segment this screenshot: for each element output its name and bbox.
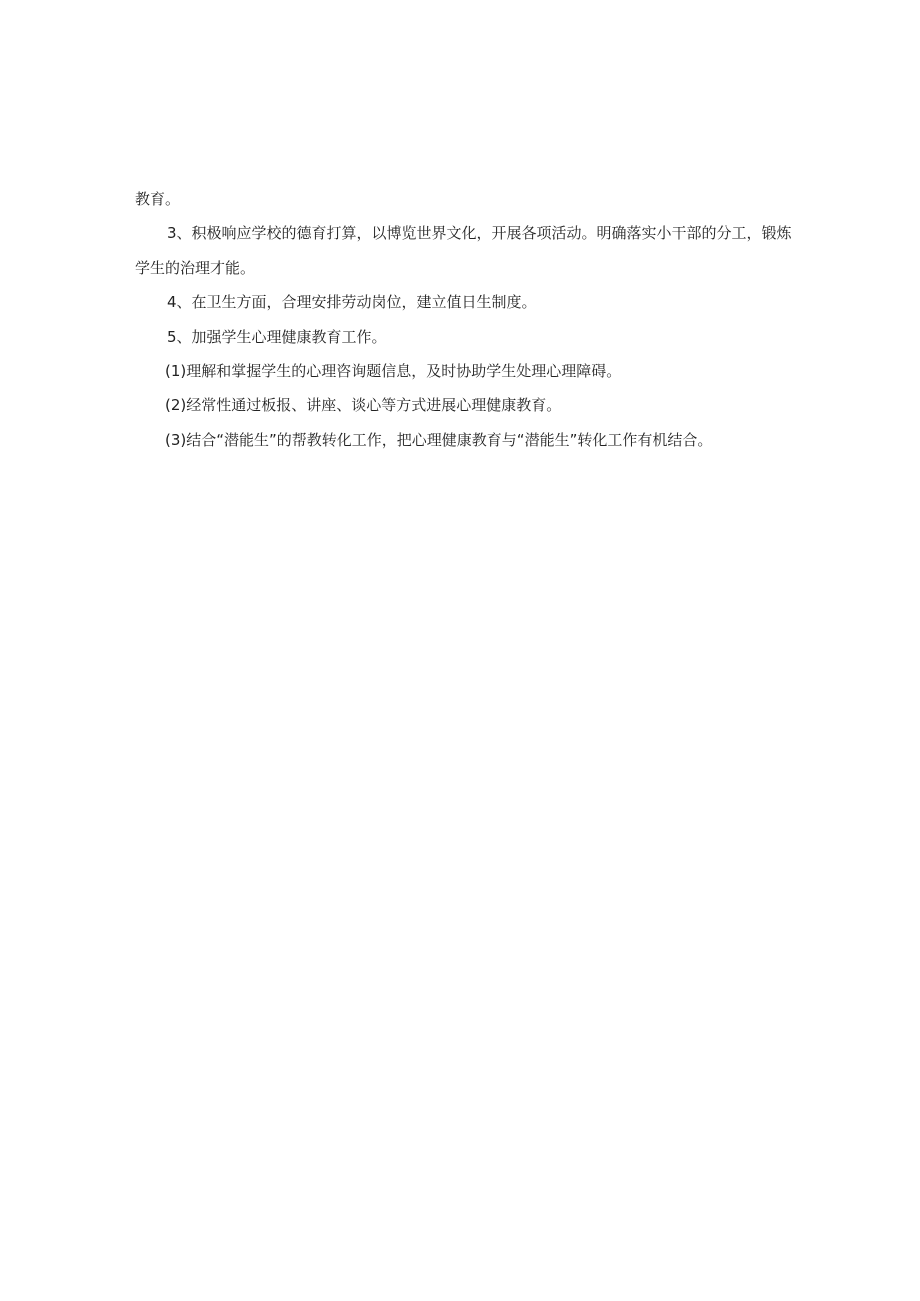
paragraph-item-3: 3、积极响应学校的德育打算，以博览世界文化，开展各项活动。明确落实小干部的分工，锻炼学生的治理才能。 xyxy=(135,224,792,277)
document-body xyxy=(135,182,800,457)
paragraph-item-4: 4、在卫生方面，合理安排劳动岗位，建立值日生制度。 xyxy=(167,293,537,312)
paragraph-subitem-3: (3)结合“潜能生”的帮教转化工作，把心理健康教育与“潜能生”转化工作有机结合。 xyxy=(165,430,713,449)
paragraph-subitem-2: (2)经常性通过板报、讲座、谈心等方式进展心理健康教育。 xyxy=(165,396,562,415)
paragraph-continuation: 教育。 xyxy=(135,190,181,208)
paragraph-item-5: 5、加强学生心理健康教育工作。 xyxy=(167,327,387,346)
paragraph-subitem-1: (1)理解和掌握学生的心理咨询题信息，及时协助学生处理心理障碍。 xyxy=(165,362,622,381)
